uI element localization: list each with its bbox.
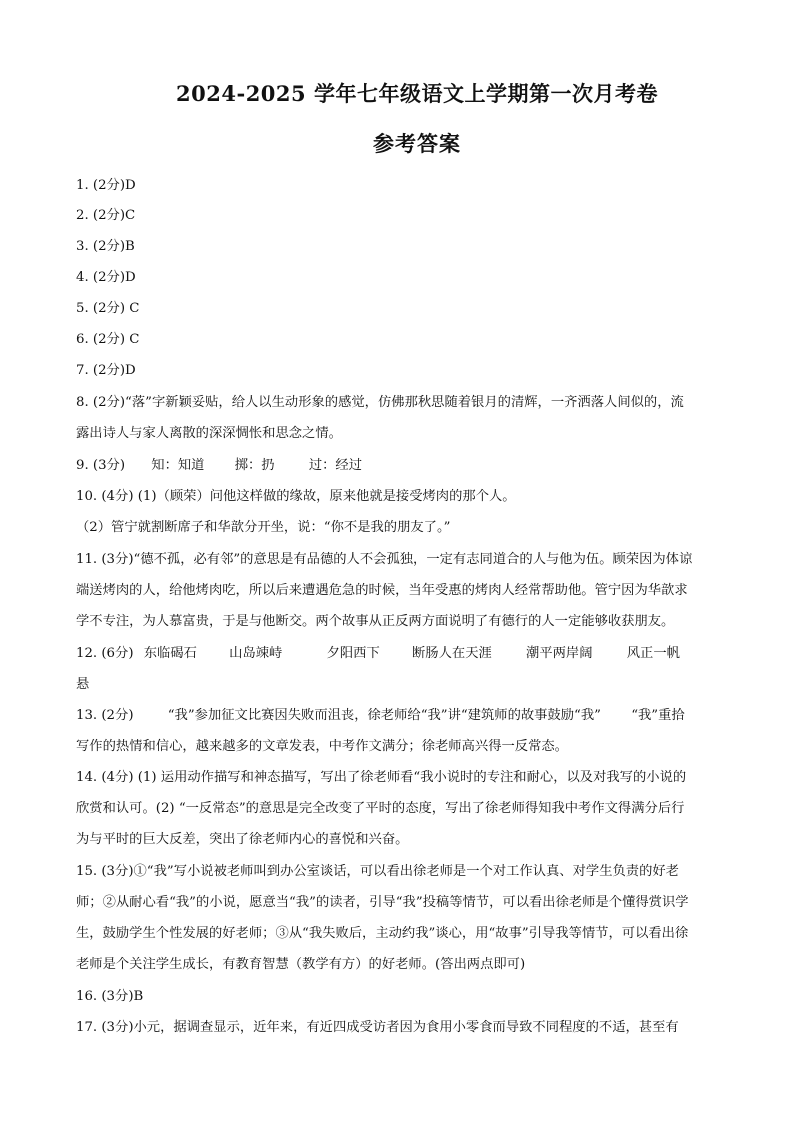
answer-12-term-5: 潮平两岸阔 xyxy=(526,646,593,661)
answer-16: 16. (3分)B xyxy=(76,989,144,1004)
answer-12-line-2: 悬 xyxy=(76,677,90,692)
answer-9-term-3: 过：经过 xyxy=(308,458,363,473)
answer-1: 1. (2分)D xyxy=(76,178,136,193)
answer-2: 2. (2分)C xyxy=(76,208,136,223)
answer-15-line-3: 生，鼓励学生个性发展的好老师；③从“我失败后，主动约我”谈心，用“故事”引导我等情节，可以看出徐 xyxy=(76,926,689,941)
document-subtitle: 参考答案 xyxy=(373,131,461,156)
answer-12-term-1: 东临碣石 xyxy=(143,646,197,661)
answer-14-line-2: 欣赏和认可。(2) “一反常态”的意思是完全改变了平时的态度，写出了徐老师得知我中考作文得满分后行 xyxy=(76,801,685,816)
answer-15-line-4: 老师是个关注学生成长，有教育智慧（教学有方）的好老师。(答出两点即可) xyxy=(76,957,526,972)
answer-13-text-2: “我”重拾 xyxy=(631,708,685,723)
answer-5: 5. (2分) C xyxy=(76,301,140,316)
answer-13-text-1: “我”参加征文比赛因失败而沮丧，徐老师给“我”讲“建筑师的故事鼓励“我” xyxy=(167,708,601,723)
answer-12-term-2: 山岛竦峙 xyxy=(229,646,283,661)
answer-12-term-6: 风正一帆 xyxy=(626,646,680,661)
answer-10-line-1: 10. (4分) (1)（顾荣）问他这样做的缘故，原来他就是接受烤肉的那个人。 xyxy=(76,489,516,504)
answer-17-line-1: 17. (3分)小元，据调查显示，近年来，有近四成受访者因为食用小零食而导致不同程度的不适，甚至有 xyxy=(76,1020,679,1035)
answer-15-line-1: 15. (3分)①“我”写小说被老师叫到办公室谈话，可以看出徐老师是一个对工作认真、对学生负责的好老 xyxy=(76,864,679,879)
answer-8-line-1: 8. (2分)“落”字新颖妥贴，给人以生动形象的感觉，仿佛那秋思随着银月的清辉，一齐洒落人间似的，流 xyxy=(76,395,684,410)
answer-9-term-2: 掷：扔 xyxy=(234,458,275,473)
answer-10-line-2: （2）管宁就割断席子和华歆分开坐，说：“你不是我的朋友了。” xyxy=(76,520,451,535)
answer-9-number: 9. (3分) xyxy=(76,458,126,473)
answer-15-line-2: 师；②从耐心看“我”的小说，愿意当“我”的读者，引导“我”投稿等情节，可以看出徐老师是个懂得赏识学 xyxy=(76,895,689,910)
answer-14-line-1: 14. (4分) (1) 运用动作描写和神态描写，写出了徐老师看“我小说时的专注和耐心，以及对我写的小说的 xyxy=(76,770,687,785)
answer-6: 6. (2分) C xyxy=(76,332,140,347)
answer-13-line-2: 写作的热情和信心，越来越多的文章发表，中考作文满分；徐老师高兴得一反常态。 xyxy=(76,739,568,754)
answer-12 xyxy=(76,644,680,664)
document-title: 2024-2025 学年七年级语文上学期第一次月考卷 xyxy=(176,81,658,106)
answer-12-number: 12. (6分) xyxy=(76,646,134,661)
answer-8-line-2: 露出诗人与家人离散的深深惆怅和思念之情。 xyxy=(76,426,342,441)
answer-9 xyxy=(76,456,362,476)
answer-11-line-2: 端送烤肉的人，给他烤肉吃，所以后来遭遇危急的时候，当年受惠的烤肉人经常帮助他。管宁因为华歆求 xyxy=(76,583,688,598)
answer-3: 3. (2分)B xyxy=(76,239,135,254)
answer-4: 4. (2分)D xyxy=(76,270,136,285)
answer-13-number: 13. (2分) xyxy=(76,708,134,723)
answer-12-term-3: 夕阳西下 xyxy=(326,646,380,661)
answer-11-line-3: 学不专注，为人慕富贵，于是与他断交。两个故事从正反两方面说明了有德行的人一定能够收获朋友。 xyxy=(76,614,675,629)
answer-9-term-1: 知：知道 xyxy=(151,458,205,473)
answer-12-term-4: 断肠人在天涯 xyxy=(412,646,492,661)
answer-13-line-1 xyxy=(76,706,685,726)
answer-14-line-3: 为与平时的巨大反差，突出了徐老师内心的喜悦和兴奋。 xyxy=(76,832,409,847)
answer-7: 7. (2分)D xyxy=(76,363,136,378)
answer-11-line-1: 11. (3分)“德不孤，必有邻”的意思是有品德的人不会孤独，一定有志同道合的人与他为伍。顾荣因为体谅 xyxy=(76,552,693,567)
